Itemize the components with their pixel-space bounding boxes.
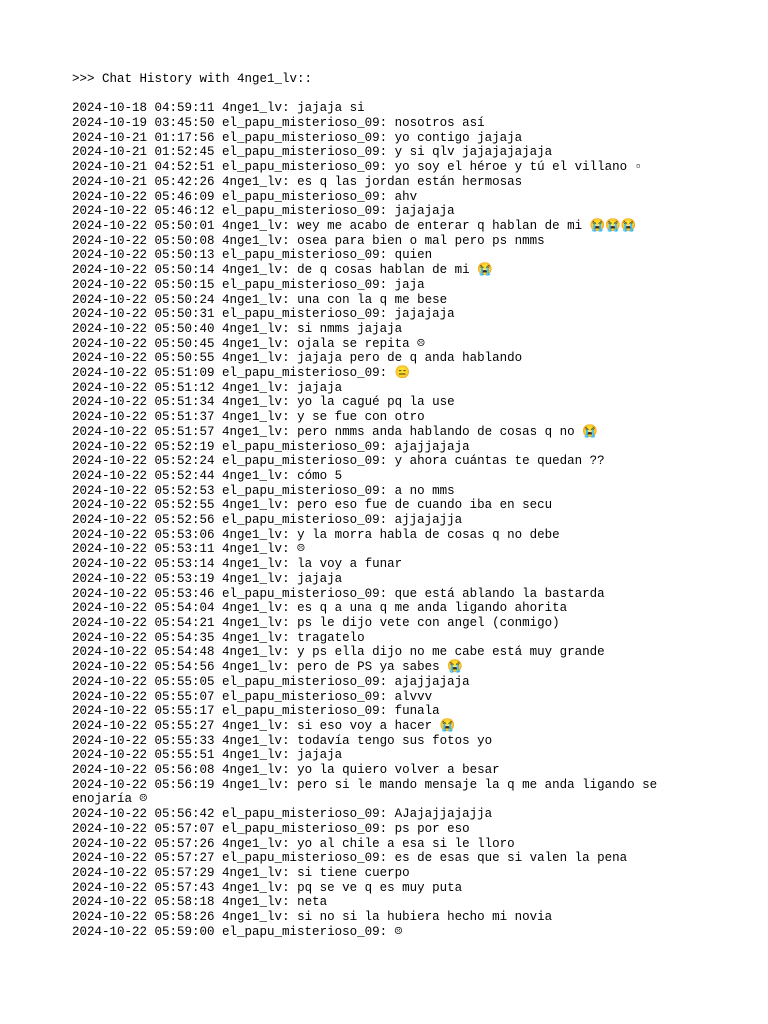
message-timestamp: 2024-10-22 05:52:44 [72, 468, 215, 483]
sender-separator: : [379, 674, 395, 689]
sender-separator: : [282, 645, 298, 660]
message-sender: 4nge1_lv [222, 424, 283, 439]
message-text: si nmms jajaja [297, 321, 403, 336]
message-sender: 4nge1_lv [222, 630, 283, 645]
message-text: ☹ [394, 924, 403, 939]
sender-separator: : [282, 601, 298, 616]
chat-history-document [72, 72, 672, 939]
message-timestamp: 2024-10-22 05:52:56 [72, 513, 215, 528]
message-list [72, 101, 672, 939]
message-timestamp: 2024-10-22 05:51:57 [72, 424, 215, 439]
message-timestamp: 2024-10-22 05:52:53 [72, 483, 215, 498]
sender-separator: : [282, 424, 298, 439]
sender-separator: : [282, 321, 298, 336]
chat-message-line [72, 925, 672, 940]
sender-separator: : [282, 219, 298, 233]
message-text: y si qlv jajajajajaja [394, 145, 553, 160]
message-timestamp: 2024-10-22 05:54:21 [72, 615, 215, 630]
chat-message-line [72, 542, 672, 557]
chat-message-line [72, 322, 672, 337]
message-sender: 4nge1_lv [222, 395, 283, 410]
sender-separator: : [282, 542, 298, 557]
message-timestamp: 2024-10-22 05:50:14 [72, 263, 215, 278]
message-text: ☹ [297, 542, 305, 557]
message-sender: 4nge1_lv [222, 292, 283, 307]
message-sender: 4nge1_lv [222, 777, 283, 792]
message-text: ojala se repita ☹ [297, 336, 425, 351]
message-text: jajaja [297, 571, 343, 586]
message-text: alvvv [394, 689, 433, 704]
chat-message-line [72, 145, 672, 160]
message-text: pero si le mando mensaje la q me anda ligando se enojaría ☹ [72, 777, 665, 807]
message-sender: 4nge1_lv [222, 263, 283, 278]
message-text: ps por eso [394, 821, 470, 836]
chat-message-line [72, 645, 672, 660]
sender-separator: : [379, 704, 395, 719]
chat-message-line [72, 234, 672, 249]
sender-separator: : [282, 718, 298, 733]
message-text: si eso voy a hacer 😭 [297, 718, 456, 733]
chat-message-line [72, 866, 672, 881]
chat-message-line [72, 410, 672, 425]
chat-message-line [72, 131, 672, 146]
chat-message-line [72, 366, 672, 381]
sender-separator: : [379, 366, 395, 381]
message-sender: 4nge1_lv [222, 174, 283, 189]
message-timestamp: 2024-10-22 05:56:08 [72, 763, 215, 778]
message-sender: 4nge1_lv [222, 336, 283, 351]
message-text: la voy a funar [297, 557, 403, 572]
message-text: y ahora cuántas te quedan ?? [394, 454, 605, 469]
message-text: tragatelo [297, 630, 365, 645]
message-text: 😑 [394, 366, 411, 381]
message-sender: 4nge1_lv [222, 321, 283, 336]
chat-message-line [72, 528, 672, 543]
message-sender: el_papu_misterioso_09 [222, 924, 380, 939]
message-text: pero eso fue de cuando iba en secu [297, 498, 553, 513]
message-sender: 4nge1_lv [222, 380, 283, 395]
message-timestamp: 2024-10-22 05:57:43 [72, 880, 215, 895]
message-sender: el_papu_misterioso_09 [222, 704, 380, 719]
message-timestamp: 2024-10-22 05:52:55 [72, 498, 215, 513]
chat-message-line [72, 293, 672, 308]
message-sender: 4nge1_lv [222, 219, 283, 233]
message-text: yo la quiero volver a besar [297, 763, 500, 778]
sender-separator: : [379, 204, 395, 219]
message-text: jajaja [297, 748, 343, 763]
message-timestamp: 2024-10-19 03:45:50 [72, 116, 215, 131]
sender-separator: : [379, 248, 395, 263]
chat-message-line [72, 219, 672, 234]
message-timestamp: 2024-10-22 05:55:51 [72, 748, 215, 763]
message-sender: 4nge1_lv [222, 836, 283, 851]
message-text: es q las jordan están hermosas [297, 174, 523, 189]
message-sender: el_papu_misterioso_09 [222, 513, 380, 528]
message-sender: 4nge1_lv [222, 895, 283, 910]
chat-message-line [72, 204, 672, 219]
message-text: jajajaja [394, 204, 455, 219]
message-timestamp: 2024-10-22 05:54:56 [72, 660, 215, 675]
sender-separator: : [282, 468, 298, 483]
message-text: y se fue con otro [297, 410, 425, 425]
sender-separator: : [379, 821, 395, 836]
message-text: ajajjajaja [394, 674, 470, 689]
chat-message-line [72, 278, 672, 293]
message-text: yo al chile a esa si le lloro [297, 836, 515, 851]
message-timestamp: 2024-10-22 05:50:31 [72, 307, 215, 322]
message-sender: el_papu_misterioso_09 [222, 160, 380, 175]
sender-separator: : [282, 660, 298, 675]
message-text: AJajajjajajja [394, 807, 493, 822]
message-timestamp: 2024-10-22 05:56:42 [72, 807, 215, 822]
message-text: si tiene cuerpo [297, 865, 410, 880]
sender-separator: : [379, 513, 395, 528]
chat-message-line [72, 395, 672, 410]
message-sender: el_papu_misterioso_09 [222, 145, 380, 160]
message-sender: el_papu_misterioso_09 [222, 189, 380, 204]
sender-separator: : [379, 116, 395, 131]
sender-separator: : [282, 777, 298, 792]
chat-message-line [72, 454, 672, 469]
message-text: jajaja pero de q anda hablando [297, 351, 523, 366]
message-sender: 4nge1_lv [222, 601, 283, 616]
sender-separator: : [282, 527, 298, 542]
chat-message-line [72, 851, 672, 866]
message-timestamp: 2024-10-22 05:46:09 [72, 189, 215, 204]
message-timestamp: 2024-10-22 05:50:40 [72, 321, 215, 336]
chat-message-line [72, 513, 672, 528]
message-timestamp: 2024-10-21 01:52:45 [72, 145, 215, 160]
message-text: funala [394, 704, 440, 719]
message-timestamp: 2024-10-21 01:17:56 [72, 130, 215, 145]
message-sender: 4nge1_lv [222, 718, 283, 733]
message-timestamp: 2024-10-22 05:50:08 [72, 233, 215, 248]
message-sender: el_papu_misterioso_09 [222, 307, 380, 322]
sender-separator: : [282, 233, 298, 248]
message-sender: el_papu_misterioso_09 [222, 821, 380, 836]
message-timestamp: 2024-10-22 05:50:55 [72, 351, 215, 366]
message-sender: el_papu_misterioso_09 [222, 807, 380, 822]
chat-message-line [72, 778, 672, 807]
message-sender: 4nge1_lv [222, 468, 283, 483]
chat-message-line [72, 175, 672, 190]
chat-message-line [72, 469, 672, 484]
message-sender: el_papu_misterioso_09 [222, 366, 380, 381]
message-timestamp: 2024-10-22 05:52:24 [72, 454, 215, 469]
sender-separator: : [282, 733, 298, 748]
sender-separator: : [282, 748, 298, 763]
message-text: si no si la hubiera hecho mi novia [297, 910, 553, 925]
sender-separator: : [379, 586, 395, 601]
sender-separator: : [282, 865, 298, 880]
chat-message-line [72, 704, 672, 719]
message-text: ajajjajaja [394, 439, 470, 454]
message-text: es de esas que si valen la pena [394, 851, 628, 866]
message-text: wey me acabo de enterar q hablan de mi 😭😭😭 [297, 219, 637, 233]
message-text: jajaja si [297, 101, 365, 116]
message-timestamp: 2024-10-22 05:52:19 [72, 439, 215, 454]
message-sender: el_papu_misterioso_09 [222, 248, 380, 263]
message-timestamp: 2024-10-22 05:55:27 [72, 718, 215, 733]
message-timestamp: 2024-10-22 05:54:04 [72, 601, 215, 616]
message-sender: el_papu_misterioso_09 [222, 439, 380, 454]
message-sender: 4nge1_lv [222, 351, 283, 366]
chat-message-line [72, 631, 672, 646]
message-sender: el_papu_misterioso_09 [222, 483, 380, 498]
message-sender: 4nge1_lv [222, 660, 283, 675]
message-text: yo la cagué pq la use [297, 395, 455, 410]
sender-separator: : [282, 410, 298, 425]
chat-message-line [72, 895, 672, 910]
sender-separator: : [282, 336, 298, 351]
chat-message-line [72, 381, 672, 396]
message-timestamp: 2024-10-22 05:57:07 [72, 821, 215, 836]
chat-message-line [72, 337, 672, 352]
chat-history-title: >>> Chat History with 4nge1_lv:: [72, 72, 313, 86]
chat-message-line [72, 881, 672, 896]
sender-separator: : [282, 395, 298, 410]
message-timestamp: 2024-10-18 04:59:11 [72, 101, 215, 116]
chat-message-line [72, 807, 672, 822]
sender-separator: : [282, 557, 298, 572]
chat-message-line [72, 351, 672, 366]
message-timestamp: 2024-10-22 05:57:29 [72, 865, 215, 880]
chat-message-line [72, 719, 672, 734]
message-sender: 4nge1_lv [222, 615, 283, 630]
message-timestamp: 2024-10-21 05:42:26 [72, 174, 215, 189]
message-sender: 4nge1_lv [222, 880, 283, 895]
message-timestamp: 2024-10-22 05:55:17 [72, 704, 215, 719]
message-text: jajajaja [394, 307, 455, 322]
message-timestamp: 2024-10-22 05:50:24 [72, 292, 215, 307]
message-sender: 4nge1_lv [222, 557, 283, 572]
message-sender: 4nge1_lv [222, 910, 283, 925]
chat-message-line [72, 484, 672, 499]
message-text: ajjajajja [394, 513, 463, 528]
chat-message-line [72, 101, 672, 116]
sender-separator: : [379, 689, 395, 704]
message-sender: 4nge1_lv [222, 542, 283, 557]
message-text: de q cosas hablan de mi 😭 [297, 263, 493, 278]
message-text: una con la q me bese [297, 292, 448, 307]
message-text: a no mms [394, 483, 455, 498]
sender-separator: : [282, 836, 298, 851]
message-sender: el_papu_misterioso_09 [222, 116, 380, 131]
sender-separator: : [379, 851, 395, 866]
message-timestamp: 2024-10-22 05:51:12 [72, 380, 215, 395]
message-timestamp: 2024-10-22 05:51:09 [72, 366, 215, 381]
sender-separator: : [379, 807, 395, 822]
chat-message-line [72, 116, 672, 131]
chat-message-line [72, 734, 672, 749]
message-timestamp: 2024-10-22 05:46:12 [72, 204, 215, 219]
sender-separator: : [282, 763, 298, 778]
message-sender: 4nge1_lv [222, 763, 283, 778]
message-timestamp: 2024-10-22 05:55:07 [72, 689, 215, 704]
sender-separator: : [282, 263, 298, 278]
message-text: y la morra habla de cosas q no debe [297, 527, 560, 542]
sender-separator: : [379, 160, 395, 175]
message-timestamp: 2024-10-22 05:50:45 [72, 336, 215, 351]
chat-message-line [72, 616, 672, 631]
message-text: todavía tengo sus fotos yo [297, 733, 493, 748]
message-text: pero de PS ya sabes 😭 [297, 660, 463, 675]
sender-separator: : [379, 130, 395, 145]
message-sender: 4nge1_lv [222, 410, 283, 425]
message-sender: el_papu_misterioso_09 [222, 851, 380, 866]
sender-separator: : [282, 498, 298, 513]
message-sender: el_papu_misterioso_09 [222, 130, 380, 145]
chat-message-line [72, 572, 672, 587]
chat-message-line [72, 837, 672, 852]
message-timestamp: 2024-10-21 04:52:51 [72, 160, 215, 175]
sender-separator: : [282, 615, 298, 630]
message-timestamp: 2024-10-22 05:50:13 [72, 248, 215, 263]
chat-message-line [72, 690, 672, 705]
chat-message-line [72, 587, 672, 602]
sender-separator: : [282, 292, 298, 307]
chat-message-line [72, 601, 672, 616]
message-timestamp: 2024-10-22 05:58:26 [72, 910, 215, 925]
message-sender: 4nge1_lv [222, 101, 283, 116]
chat-message-line [72, 748, 672, 763]
message-text: y ps ella dijo no me cabe está muy grande [297, 645, 605, 660]
message-sender: el_papu_misterioso_09 [222, 586, 380, 601]
message-timestamp: 2024-10-22 05:57:27 [72, 851, 215, 866]
message-text: yo contigo jajaja [394, 130, 523, 145]
message-text: osea para bien o mal pero ps nmms [297, 233, 545, 248]
chat-message-line [72, 557, 672, 572]
message-timestamp: 2024-10-22 05:59:00 [72, 924, 215, 939]
message-timestamp: 2024-10-22 05:58:18 [72, 895, 215, 910]
message-timestamp: 2024-10-22 05:53:11 [72, 542, 215, 557]
sender-separator: : [282, 630, 298, 645]
sender-separator: : [379, 439, 395, 454]
sender-separator: : [379, 924, 395, 939]
sender-separator: : [282, 351, 298, 366]
sender-separator: : [282, 571, 298, 586]
message-sender: 4nge1_lv [222, 645, 283, 660]
message-text: nosotros así [394, 116, 485, 131]
message-sender: el_papu_misterioso_09 [222, 674, 380, 689]
message-text: es q a una q me anda ligando ahorita [297, 601, 568, 616]
message-text: pero nmms anda hablando de cosas q no 😭 [297, 424, 598, 439]
sender-separator: : [379, 307, 395, 322]
sender-separator: : [282, 910, 298, 925]
sender-separator: : [379, 483, 395, 498]
message-sender: el_papu_misterioso_09 [222, 277, 380, 292]
sender-separator: : [282, 895, 298, 910]
message-text: jaja [394, 277, 425, 292]
message-sender: el_papu_misterioso_09 [222, 204, 380, 219]
chat-message-line [72, 498, 672, 513]
message-text: ps le dijo vete con angel (conmigo) [297, 615, 560, 630]
message-timestamp: 2024-10-22 05:53:46 [72, 586, 215, 601]
chat-message-line [72, 307, 672, 322]
message-text: cómo 5 [297, 468, 343, 483]
sender-separator: : [379, 189, 395, 204]
sender-separator: : [282, 174, 298, 189]
message-timestamp: 2024-10-22 05:51:37 [72, 410, 215, 425]
message-timestamp: 2024-10-22 05:51:34 [72, 395, 215, 410]
chat-message-line [72, 675, 672, 690]
chat-message-line [72, 910, 672, 925]
blank-line [72, 87, 672, 102]
chat-message-line [72, 160, 672, 175]
message-timestamp: 2024-10-22 05:50:01 [72, 219, 215, 233]
message-timestamp: 2024-10-22 05:55:05 [72, 674, 215, 689]
message-sender: el_papu_misterioso_09 [222, 454, 380, 469]
message-sender: el_papu_misterioso_09 [222, 689, 380, 704]
message-timestamp: 2024-10-22 05:50:15 [72, 277, 215, 292]
message-sender: 4nge1_lv [222, 733, 283, 748]
message-sender: 4nge1_lv [222, 748, 283, 763]
message-text: quien [394, 248, 433, 263]
chat-message-line [72, 440, 672, 455]
message-sender: 4nge1_lv [222, 527, 283, 542]
message-timestamp: 2024-10-22 05:54:35 [72, 630, 215, 645]
sender-separator: : [282, 380, 298, 395]
message-timestamp: 2024-10-22 05:56:19 [72, 777, 215, 792]
message-timestamp: 2024-10-22 05:55:33 [72, 733, 215, 748]
message-timestamp: 2024-10-22 05:57:26 [72, 836, 215, 851]
chat-message-line [72, 190, 672, 205]
message-text: jajaja [297, 380, 343, 395]
message-sender: 4nge1_lv [222, 233, 283, 248]
message-sender: 4nge1_lv [222, 498, 283, 513]
chat-message-line [72, 822, 672, 837]
message-sender: 4nge1_lv [222, 571, 283, 586]
message-text: pq se ve q es muy puta [297, 880, 463, 895]
message-sender: 4nge1_lv [222, 865, 283, 880]
chat-message-line [72, 248, 672, 263]
sender-separator: : [379, 454, 395, 469]
message-text: yo soy el héroe y tú el villano ▫ [394, 160, 643, 175]
chat-message-line [72, 660, 672, 675]
sender-separator: : [379, 277, 395, 292]
message-timestamp: 2024-10-22 05:53:19 [72, 571, 215, 586]
message-text: ahv [394, 189, 418, 204]
sender-separator: : [379, 145, 395, 160]
message-text: neta [297, 895, 328, 910]
chat-message-line [72, 425, 672, 440]
sender-separator: : [282, 880, 298, 895]
message-timestamp: 2024-10-22 05:53:06 [72, 527, 215, 542]
message-timestamp: 2024-10-22 05:54:48 [72, 645, 215, 660]
message-timestamp: 2024-10-22 05:53:14 [72, 557, 215, 572]
sender-separator: : [282, 101, 298, 116]
chat-message-line [72, 263, 672, 278]
chat-message-line [72, 763, 672, 778]
message-text: que está ablando la bastarda [394, 586, 605, 601]
